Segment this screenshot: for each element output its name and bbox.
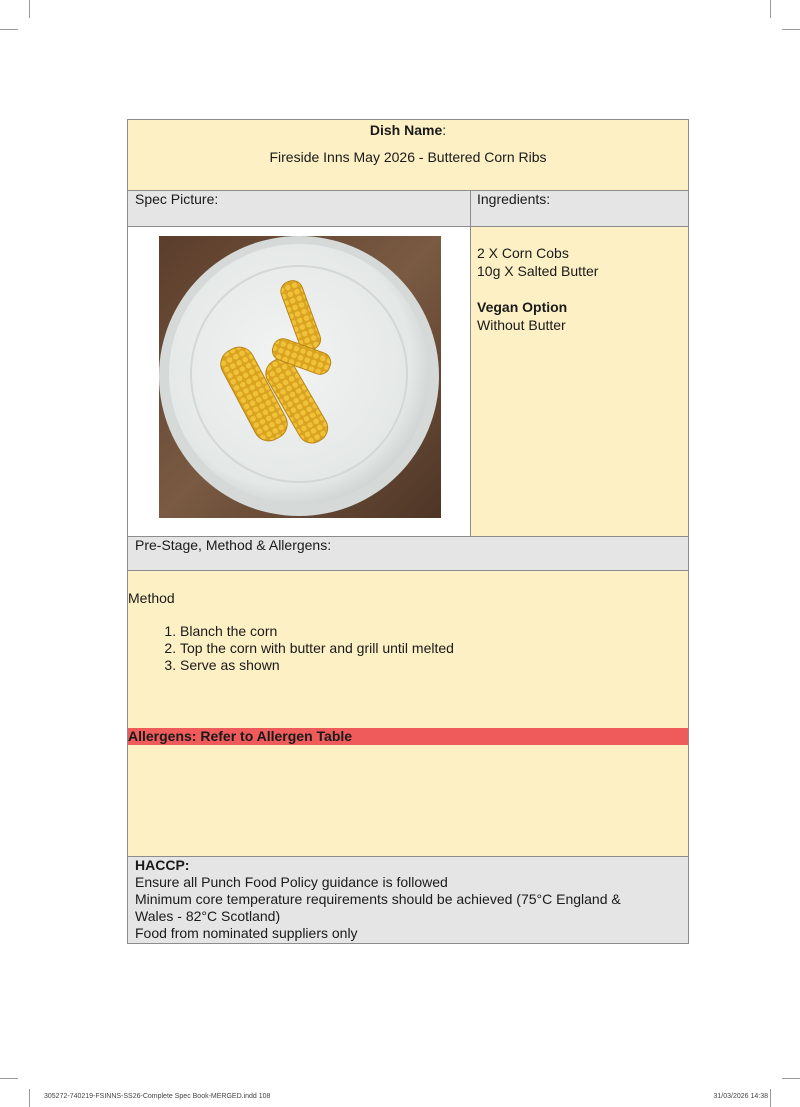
corn-ribs-photo [159,236,441,518]
ingredient-item: 10g X Salted Butter [477,263,599,279]
haccp-line: Food from nominated suppliers only [135,925,358,941]
dish-name-section [128,120,688,190]
crop-mark [770,0,771,18]
dish-name: Fireside Inns May 2026 - Buttered Corn Ribs [269,149,547,165]
prestage-label: Pre-Stage, Method & Allergens: [135,537,332,553]
crop-mark [770,1089,771,1107]
ingredients-label-cell [471,191,688,226]
dish-name-colon: : [442,122,447,138]
vegan-option-title: Vegan Option [477,299,568,315]
spec-picture [159,236,441,518]
dish-name-label: Dish Name [369,122,443,138]
method-step: 1. Blanch the corn [180,623,454,640]
footer-timestamp: 31/03/2026 14:38 [713,1093,768,1100]
haccp-title: HACCP: [135,857,190,873]
method-section [128,571,688,856]
crop-mark [29,1089,30,1107]
haccp-line: Wales - 82°C Scotland) [135,908,281,924]
footer-file-info: 305272-740219-FSINNS-SS26-Complete Spec Book-MERGED.indd 108 [44,1093,271,1100]
ingredient-item: 2 X Corn Cobs [477,245,569,261]
spec-sheet [127,119,689,944]
method-step: 3. Serve as shown [180,657,454,674]
crop-mark [782,29,800,30]
allergen-banner [128,728,688,745]
allergen-text: Allergens: Refer to Allergen Table [128,728,353,744]
ingredients-label: Ingredients: [477,191,551,207]
vegan-option-text: Without Butter [477,317,566,333]
haccp-section [128,857,688,943]
method-title: Method [128,590,175,606]
spec-picture-label: Spec Picture: [135,191,219,207]
prestage-label-cell [128,537,688,570]
method-step: 2. Top the corn with butter and grill until melted [180,640,454,657]
method-steps [128,623,454,674]
haccp-line: Ensure all Punch Food Policy guidance is followed [135,874,448,890]
spec-picture-label-cell [128,191,470,226]
crop-mark [782,1078,800,1079]
crop-mark [0,1078,18,1079]
crop-mark [0,29,18,30]
crop-mark [29,0,30,18]
dish-name-heading [128,122,688,138]
ingredients-cell [471,227,688,536]
haccp-line: Minimum core temperature requirements should be achieved (75°C England & [135,891,621,907]
